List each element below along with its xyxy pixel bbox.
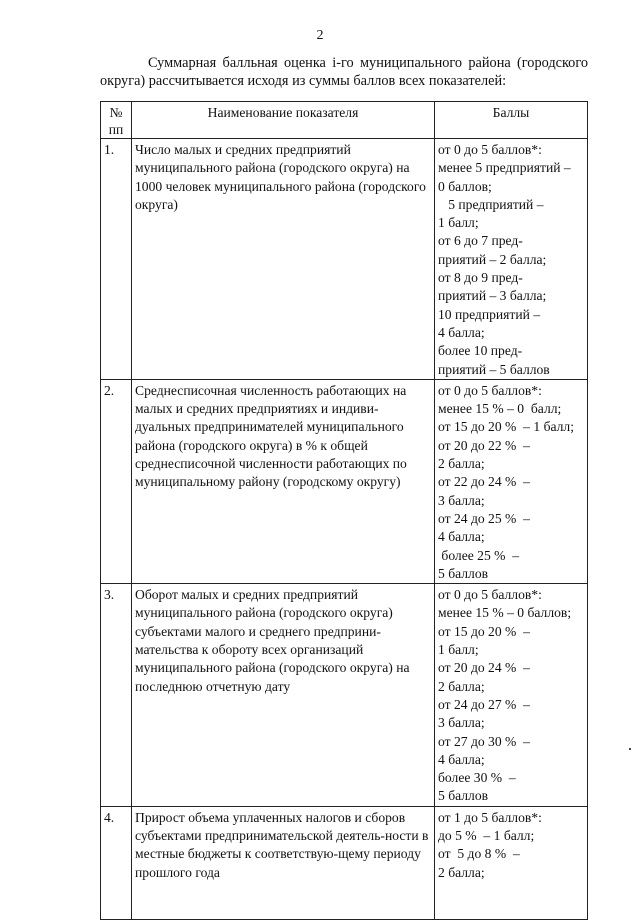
- points-line: от 5 до 8 % –: [438, 846, 520, 862]
- points-line: от 24 до 25 % –: [438, 510, 530, 526]
- points-line: от 22 до 24 % –: [438, 474, 530, 490]
- points-line: менее 15 % – 0 баллов;: [438, 605, 572, 621]
- points-line: от 15 до 20 % –: [438, 623, 530, 639]
- points-line: более 30 % –: [438, 770, 516, 786]
- points-line: менее 15 % – 0 балл;: [438, 401, 562, 417]
- points-line: от 27 до 30 % –: [438, 733, 530, 749]
- points-line: 4 балла;: [438, 529, 485, 545]
- points-line: менее 5 предприятий –: [438, 160, 571, 176]
- points-line: от 15 до 20 % – 1 балл;: [438, 419, 574, 435]
- points-line: от 20 до 22 % –: [438, 437, 530, 453]
- points-line: 5 баллов: [438, 565, 489, 581]
- points-line: более 10 пред-: [438, 343, 523, 359]
- points-line: от 1 до 5 баллов*:: [438, 809, 542, 825]
- points-line: 1 балл;: [438, 215, 479, 231]
- points-line: 1 балл;: [438, 642, 479, 658]
- row-number: 4.: [101, 806, 132, 919]
- row-number: 3.: [101, 584, 132, 807]
- points-line: приятий – 3 балла;: [438, 288, 547, 304]
- indicator-name: Оборот малых и средних предприятий муниципального района (городского округа) субъектами малого и среднего предприни-мательства к обороту всех организаций муниципального района (городского округа) на последнюю отчетную дату: [132, 584, 435, 807]
- points-line: от 8 до 9 пред-: [438, 270, 523, 286]
- points-line: более 25 % –: [438, 547, 520, 563]
- points-line: 2 балла;: [438, 456, 485, 472]
- table-row: [101, 584, 588, 807]
- points-line: от 0 до 5 баллов*:: [438, 382, 542, 398]
- points-line: 4 балла;: [438, 324, 485, 340]
- points-line: приятий – 5 баллов: [438, 361, 550, 377]
- indicator-name: Число малых и средних предприятий муниципального района (городского округа) на 1000 человек муниципального района (городского округа): [132, 139, 435, 380]
- points-line: 2 балла;: [438, 678, 485, 694]
- page-number: 2: [316, 28, 324, 43]
- indicators-table: [100, 101, 588, 920]
- row-number: 2.: [101, 379, 132, 583]
- table-row: [101, 806, 588, 919]
- points-line: от 20 до 24 % –: [438, 660, 530, 676]
- points-cell: [435, 584, 588, 807]
- header-number-line: №: [109, 105, 123, 120]
- header-points: Баллы: [435, 102, 588, 139]
- points-line: 2 балла;: [438, 864, 485, 880]
- points-cell: [435, 139, 588, 380]
- intro-paragraph: Суммарная балльная оценка i-го муниципального района (городского округа) рассчитывается исходя из суммы баллов всех показателей:: [100, 55, 588, 89]
- points-line: от 0 до 5 баллов*:: [438, 587, 542, 603]
- points-line: 3 балла;: [438, 492, 485, 508]
- points-line: 5 баллов: [438, 788, 489, 804]
- points-line: 3 балла;: [438, 715, 485, 731]
- indicator-name: Среднесписочная численность работающих на малых и средних предприятиях и индиви-дуальных предпринимателей муниципального района (городского округа) в % к общей среднесписочной численности работающих по муниципальному району (городскому округу): [132, 379, 435, 583]
- header-number-line: пп: [108, 122, 124, 137]
- indicator-name: Прирост объема уплаченных налогов и сборов субъектами предпринимательской деятель-ности в местные бюджеты к соответствую-щему периоду прошлого года: [132, 806, 435, 919]
- table-row: [101, 379, 588, 583]
- points-line: 0 баллов;: [438, 178, 492, 194]
- points-line: до 5 % – 1 балл;: [438, 827, 535, 843]
- points-cell: [435, 806, 588, 919]
- points-line: от 24 до 27 % –: [438, 696, 530, 712]
- table-row: [101, 139, 588, 380]
- header-number: [101, 102, 132, 139]
- scan-speck: [629, 748, 631, 750]
- row-number: 1.: [101, 139, 132, 380]
- points-line: приятий – 2 балла;: [438, 251, 547, 267]
- points-line: 5 предприятий –: [438, 196, 544, 212]
- points-line: от 6 до 7 пред-: [438, 233, 523, 249]
- header-indicator-name: Наименование показателя: [132, 102, 435, 139]
- points-line: 10 предприятий –: [438, 306, 541, 322]
- points-cell: [435, 379, 588, 583]
- points-line: от 0 до 5 баллов*:: [438, 142, 542, 157]
- table-header-row: [101, 102, 588, 139]
- points-line: 4 балла;: [438, 751, 485, 767]
